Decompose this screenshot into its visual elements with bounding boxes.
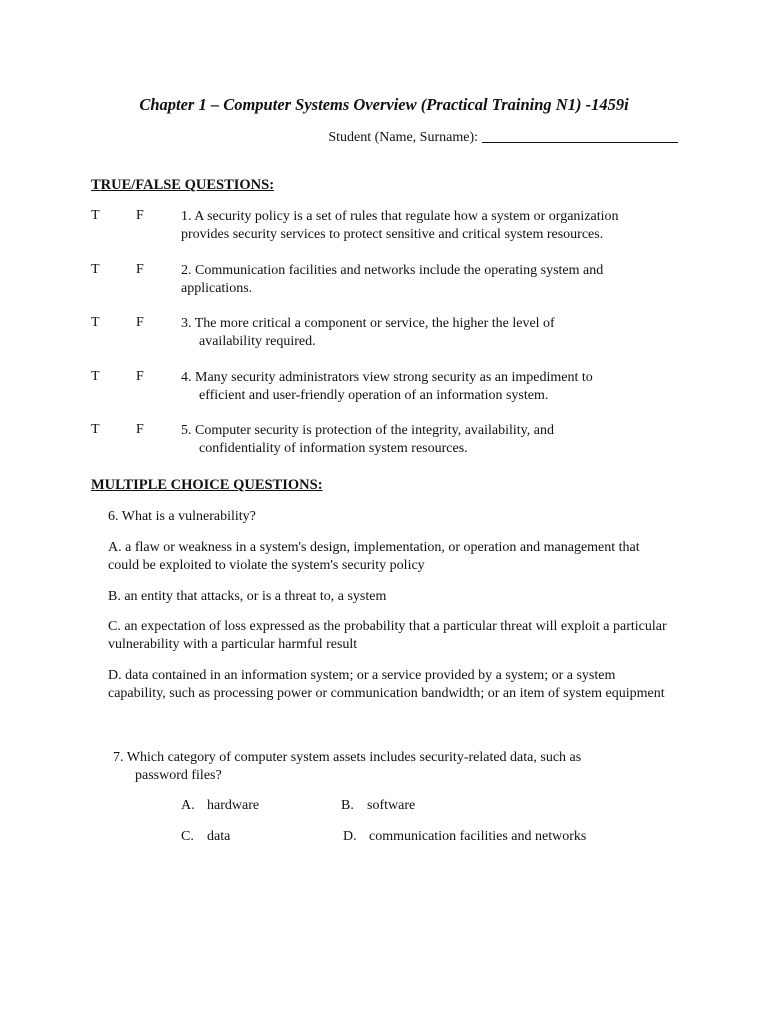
question-text	[181, 315, 681, 351]
question-line: 2. Communication facilities and networks include the operating system and	[181, 263, 604, 278]
true-option: T	[91, 262, 100, 277]
student-name-blank	[482, 128, 678, 143]
true-option: T	[91, 369, 100, 384]
question-7-option-a	[181, 798, 259, 814]
option-text: data	[207, 829, 231, 844]
question-line: provides security services to protect sensitive and critical system resources.	[181, 227, 604, 242]
question-text	[181, 262, 681, 298]
question-7-text	[113, 749, 673, 785]
true-option: T	[91, 315, 100, 330]
question-6-option-d: D. data contained in an information system; or a service provided by a system; or a system capability, such as processing power or communication bandwidth; or an item of system equipment	[108, 668, 665, 701]
question-6-option-a: A. a flaw or weakness in a system's design, implementation, or operation and management that could be exploited to violate the system's security policy	[108, 540, 640, 573]
question-6-option-b: B. an entity that attacks, or is a threat to, a system	[108, 589, 387, 604]
question-line: 4. Many security administrators view strong security as an impediment to	[181, 370, 593, 385]
mc-section-heading: MULTIPLE CHOICE QUESTIONS:	[91, 477, 323, 493]
question-line: password files?	[135, 768, 222, 783]
tf-section-heading: TRUE/FALSE QUESTIONS:	[91, 177, 275, 193]
page-title: Chapter 1 – Computer Systems Overview (Practical Training N1) -1459i	[139, 95, 629, 114]
option-text: communication facilities and networks	[369, 829, 587, 844]
false-option: F	[136, 369, 144, 384]
false-option: F	[136, 208, 144, 223]
question-line: availability required.	[199, 334, 316, 349]
question-text	[181, 422, 681, 458]
question-line: 3. The more critical a component or service, the higher the level of	[181, 316, 555, 331]
option-text: software	[367, 798, 416, 813]
question-text	[181, 208, 681, 244]
question-7-option-b	[341, 798, 415, 814]
false-option: F	[136, 315, 144, 330]
false-option: F	[136, 262, 144, 277]
question-line: confidentiality of information system resources.	[199, 441, 468, 456]
question-line: efficient and user-friendly operation of an information system.	[199, 388, 549, 403]
question-7-option-c	[181, 829, 230, 845]
option-letter: D.	[343, 829, 357, 844]
question-line: 7. Which category of computer system assets includes security-related data, such as	[113, 750, 582, 765]
question-line: 5. Computer security is protection of the integrity, availability, and	[181, 423, 554, 438]
question-text	[181, 369, 681, 405]
option-letter: A.	[181, 798, 195, 813]
true-option: T	[91, 422, 100, 437]
option-letter: B.	[341, 798, 354, 813]
true-option: T	[91, 208, 100, 223]
question-6-text: 6. What is a vulnerability?	[108, 509, 256, 524]
student-name-field	[328, 128, 678, 146]
question-7-option-d	[343, 829, 586, 845]
question-6-option-c: C. an expectation of loss expressed as the probability that a particular threat will exploit a particular vulnerability with a particular harmful result	[108, 619, 667, 652]
false-option: F	[136, 422, 144, 437]
question-line: applications.	[181, 281, 253, 296]
student-label: Student (Name, Surname):	[328, 130, 478, 145]
option-text: hardware	[207, 798, 260, 813]
question-line: 1. A security policy is a set of rules that regulate how a system or organization	[181, 209, 619, 224]
option-letter: C.	[181, 829, 194, 844]
